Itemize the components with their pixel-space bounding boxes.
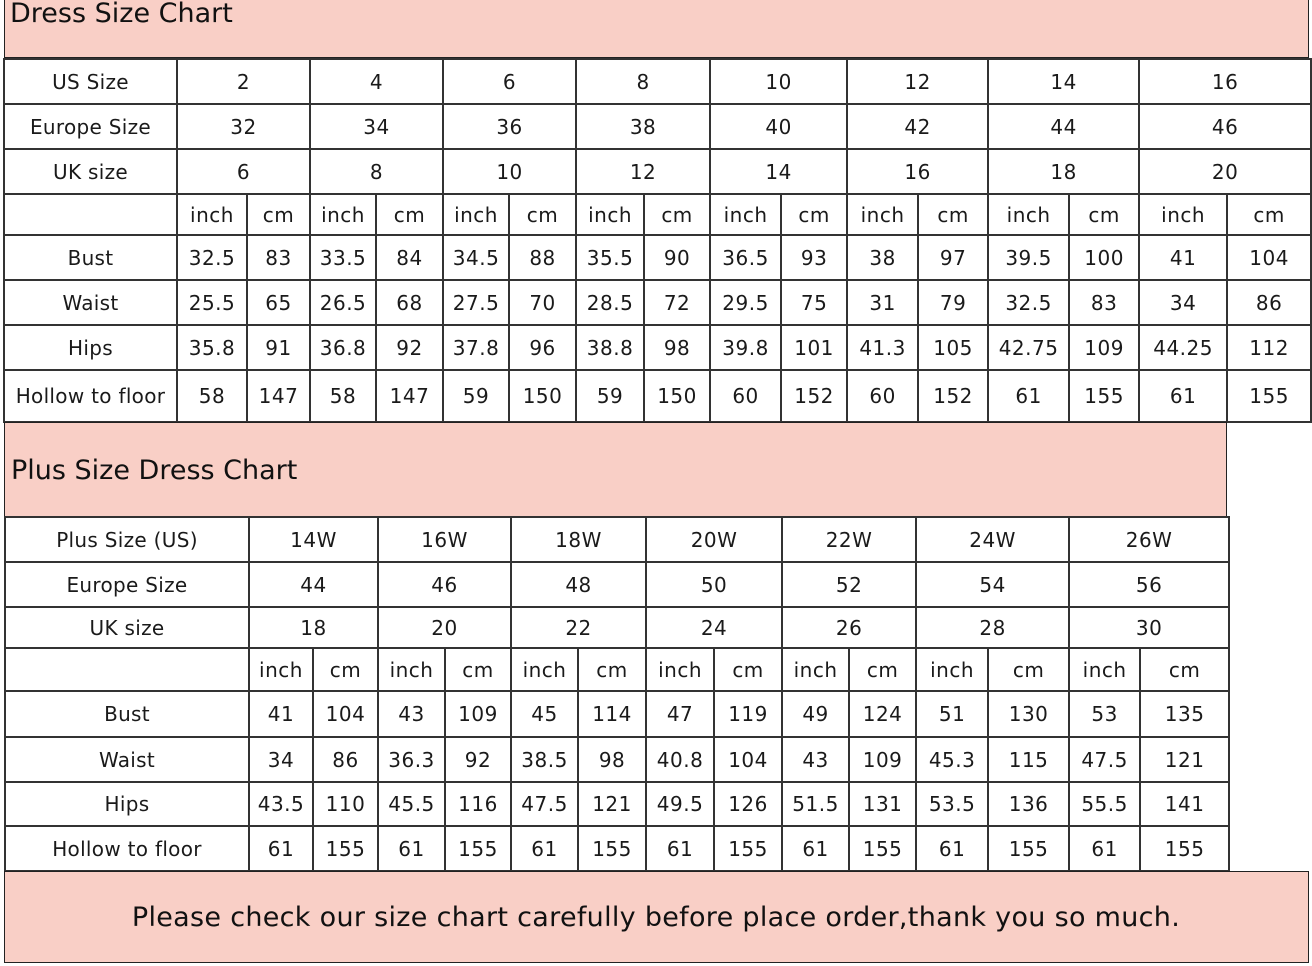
- plus-measurement-value: 121: [578, 782, 646, 826]
- dress-measurement-value: 83: [247, 235, 310, 280]
- dress-measurement-value: 32.5: [177, 235, 247, 280]
- dress-measurement-value: 41: [1139, 235, 1227, 280]
- dress-us-size-cell: 2: [177, 59, 310, 104]
- plus-measurement-value: 53.5: [916, 782, 988, 826]
- plus-measurement-value: 47.5: [1069, 737, 1140, 782]
- dress-europe-size-row: [4, 104, 1311, 149]
- dress-hips-row: [4, 325, 1311, 370]
- plus-measurement-value: 104: [714, 737, 782, 782]
- plus-measurement-value: 55.5: [1069, 782, 1140, 826]
- plus-europe-size-cell: 54: [916, 562, 1069, 607]
- plus-waist-row: [5, 737, 1229, 782]
- dress-measurement-value: 39.5: [988, 235, 1069, 280]
- dress-measurement-value: 34.5: [443, 235, 509, 280]
- plus-uk-size-row: [5, 607, 1229, 648]
- plus-europe-size-label: Europe Size: [5, 562, 249, 607]
- dress-unit-cm-cell: cm: [781, 194, 847, 235]
- plus-measurement-value: 61: [249, 826, 313, 871]
- plus-measurement-value: 45.5: [378, 782, 445, 826]
- footer-note: Please check our size chart carefully before place order,thank you so much.: [131, 902, 1181, 933]
- dress-measurement-value: 83: [1069, 280, 1139, 325]
- plus-measurement-value: 114: [578, 691, 646, 737]
- dress-measurement-value: 31: [847, 280, 918, 325]
- plus-measurement-value: 126: [714, 782, 782, 826]
- plus-uk-size-cell: 22: [511, 607, 646, 648]
- dress-us-size-cell: 6: [443, 59, 576, 104]
- plus-us-size-cell: 14W: [249, 517, 378, 562]
- plus-us-size-cell: 16W: [378, 517, 511, 562]
- dress-us-size-cell: 16: [1139, 59, 1311, 104]
- dress-measurement-value: 96: [509, 325, 576, 370]
- dress-size-table: [3, 58, 1312, 423]
- dress-measurement-value: 59: [443, 370, 509, 422]
- dress-measurement-value: 38.8: [576, 325, 644, 370]
- dress-unit-cm-cell: cm: [376, 194, 443, 235]
- dress-measurement-value: 88: [509, 235, 576, 280]
- dress-unit-row: [4, 194, 1311, 235]
- dress-europe-size-cell: 34: [310, 104, 443, 149]
- dress-europe-size-cell: 44: [988, 104, 1139, 149]
- dress-measurement-value: 147: [247, 370, 310, 422]
- plus-measurement-value: 155: [1140, 826, 1229, 871]
- dress-europe-size-cell: 38: [576, 104, 710, 149]
- plus-measurement-value: 47.5: [511, 782, 578, 826]
- plus-unit-row-blank: [5, 648, 249, 691]
- dress-measurement-value: 59: [576, 370, 644, 422]
- dress-europe-size-cell: 40: [710, 104, 847, 149]
- plus-us-size-row: [5, 517, 1229, 562]
- plus-measurement-value: 116: [445, 782, 511, 826]
- dress-uk-size-cell: 16: [847, 149, 988, 194]
- plus-measurement-value: 135: [1140, 691, 1229, 737]
- dress-uk-size-cell: 10: [443, 149, 576, 194]
- dress-unit-inch-cell: inch: [443, 194, 509, 235]
- dress-measurement-value: 112: [1227, 325, 1311, 370]
- plus-measurement-value: 53: [1069, 691, 1140, 737]
- plus-measurement-value: 61: [646, 826, 714, 871]
- plus-us-size-cell: 24W: [916, 517, 1069, 562]
- dress-unit-inch-cell: inch: [1139, 194, 1227, 235]
- dress-measurement-value: 39.8: [710, 325, 781, 370]
- plus-measurement-value: 155: [988, 826, 1069, 871]
- dress-measurement-value: 32.5: [988, 280, 1069, 325]
- plus-europe-size-cell: 52: [782, 562, 916, 607]
- plus-measurement-value: 51: [916, 691, 988, 737]
- dress-measurement-value: 91: [247, 325, 310, 370]
- plus-unit-inch-cell: inch: [511, 648, 578, 691]
- plus-uk-size-cell: 20: [378, 607, 511, 648]
- plus-measurement-value: 92: [445, 737, 511, 782]
- plus-measurement-value: 141: [1140, 782, 1229, 826]
- dress-measurement-value: 36.8: [310, 325, 376, 370]
- plus-measurement-value: 34: [249, 737, 313, 782]
- plus-measurement-value: 61: [511, 826, 578, 871]
- dress-us-size-cell: 10: [710, 59, 847, 104]
- plus-measurement-value: 41: [249, 691, 313, 737]
- dress-us-size-row: [4, 59, 1311, 104]
- plus-measurement-value: 61: [782, 826, 849, 871]
- plus-measurement-value: 155: [313, 826, 378, 871]
- dress-measurement-value: 60: [710, 370, 781, 422]
- plus-measurement-value: 61: [916, 826, 988, 871]
- plus-unit-cm-cell: cm: [714, 648, 782, 691]
- dress-measurement-label: Bust: [4, 235, 177, 280]
- dress-uk-size-cell: 6: [177, 149, 310, 194]
- dress-waist-row: [4, 280, 1311, 325]
- dress-unit-cm-cell: cm: [918, 194, 988, 235]
- dress-measurement-value: 28.5: [576, 280, 644, 325]
- dress-measurement-value: 60: [847, 370, 918, 422]
- plus-measurement-value: 43: [782, 737, 849, 782]
- plus-measurement-value: 109: [849, 737, 916, 782]
- dress-measurement-value: 75: [781, 280, 847, 325]
- dress-europe-size-cell: 42: [847, 104, 988, 149]
- dress-measurement-value: 68: [376, 280, 443, 325]
- dress-measurement-value: 61: [988, 370, 1069, 422]
- plus-us-size-cell: 22W: [782, 517, 916, 562]
- dress-measurement-value: 44.25: [1139, 325, 1227, 370]
- dress-us-size-cell: 8: [576, 59, 710, 104]
- dress-measurement-value: 150: [509, 370, 576, 422]
- plus-measurement-value: 45: [511, 691, 578, 737]
- plus-measurement-value: 130: [988, 691, 1069, 737]
- dress-measurement-label: Hips: [4, 325, 177, 370]
- plus-measurement-label: Hollow to floor: [5, 826, 249, 871]
- plus-measurement-value: 155: [578, 826, 646, 871]
- dress-measurement-value: 35.5: [576, 235, 644, 280]
- plus-unit-inch-cell: inch: [782, 648, 849, 691]
- plus-hips-row: [5, 782, 1229, 826]
- dress-measurement-value: 92: [376, 325, 443, 370]
- dress-europe-size-cell: 46: [1139, 104, 1311, 149]
- dress-unit-inch-cell: inch: [847, 194, 918, 235]
- plus-measurement-value: 155: [849, 826, 916, 871]
- plus-measurement-value: 155: [445, 826, 511, 871]
- plus-us-size-label: Plus Size (US): [5, 517, 249, 562]
- plus-us-size-cell: 18W: [511, 517, 646, 562]
- dress-bust-row: [4, 235, 1311, 280]
- plus-unit-cm-cell: cm: [849, 648, 916, 691]
- plus-bust-row: [5, 691, 1229, 737]
- dress-uk-size-cell: 18: [988, 149, 1139, 194]
- plus-unit-cm-cell: cm: [1140, 648, 1229, 691]
- dress-measurement-value: 93: [781, 235, 847, 280]
- plus-chart-title: Plus Size Dress Chart: [11, 455, 298, 486]
- dress-measurement-value: 34: [1139, 280, 1227, 325]
- dress-measurement-value: 25.5: [177, 280, 247, 325]
- plus-uk-size-cell: 26: [782, 607, 916, 648]
- plus-uk-size-label: UK size: [5, 607, 249, 648]
- dress-measurement-value: 35.8: [177, 325, 247, 370]
- dress-measurement-value: 86: [1227, 280, 1311, 325]
- plus-europe-size-cell: 56: [1069, 562, 1229, 607]
- plus-unit-inch-cell: inch: [249, 648, 313, 691]
- dress-measurement-value: 104: [1227, 235, 1311, 280]
- plus-europe-size-cell: 50: [646, 562, 782, 607]
- dress-measurement-value: 26.5: [310, 280, 376, 325]
- dress-measurement-value: 84: [376, 235, 443, 280]
- dress-measurement-value: 37.8: [443, 325, 509, 370]
- dress-measurement-label: Hollow to floor: [4, 370, 177, 422]
- dress-europe-size-cell: 32: [177, 104, 310, 149]
- plus-europe-size-row: [5, 562, 1229, 607]
- plus-uk-size-cell: 18: [249, 607, 378, 648]
- plus-measurement-value: 47: [646, 691, 714, 737]
- plus-measurement-value: 115: [988, 737, 1069, 782]
- dress-uk-size-cell: 14: [710, 149, 847, 194]
- plus-uk-size-cell: 30: [1069, 607, 1229, 648]
- dress-measurement-value: 58: [177, 370, 247, 422]
- dress-uk-size-row: [4, 149, 1311, 194]
- plus-measurement-value: 61: [1069, 826, 1140, 871]
- dress-unit-inch-cell: inch: [177, 194, 247, 235]
- plus-measurement-value: 104: [313, 691, 378, 737]
- plus-unit-inch-cell: inch: [646, 648, 714, 691]
- dress-measurement-value: 155: [1227, 370, 1311, 422]
- plus-measurement-value: 110: [313, 782, 378, 826]
- dress-unit-cm-cell: cm: [1069, 194, 1139, 235]
- dress-unit-inch-cell: inch: [710, 194, 781, 235]
- dress-measurement-value: 155: [1069, 370, 1139, 422]
- dress-unit-cm-cell: cm: [1227, 194, 1311, 235]
- dress-measurement-value: 65: [247, 280, 310, 325]
- plus-measurement-value: 51.5: [782, 782, 849, 826]
- plus-measurement-value: 86: [313, 737, 378, 782]
- plus-measurement-value: 45.3: [916, 737, 988, 782]
- dress-measurement-value: 38: [847, 235, 918, 280]
- plus-measurement-label: Hips: [5, 782, 249, 826]
- plus-measurement-value: 136: [988, 782, 1069, 826]
- dress-uk-size-cell: 8: [310, 149, 443, 194]
- dress-us-size-cell: 4: [310, 59, 443, 104]
- plus-unit-cm-cell: cm: [578, 648, 646, 691]
- dress-measurement-value: 90: [644, 235, 710, 280]
- dress-europe-size-cell: 36: [443, 104, 576, 149]
- plus-measurement-value: 109: [445, 691, 511, 737]
- plus-hollow-to-floor-row: [5, 826, 1229, 871]
- plus-measurement-value: 36.3: [378, 737, 445, 782]
- plus-measurement-label: Waist: [5, 737, 249, 782]
- dress-measurement-value: 36.5: [710, 235, 781, 280]
- plus-measurement-value: 131: [849, 782, 916, 826]
- dress-measurement-value: 100: [1069, 235, 1139, 280]
- plus-unit-cm-cell: cm: [445, 648, 511, 691]
- plus-measurement-value: 38.5: [511, 737, 578, 782]
- plus-europe-size-cell: 48: [511, 562, 646, 607]
- dress-unit-cm-cell: cm: [644, 194, 710, 235]
- dress-measurement-value: 41.3: [847, 325, 918, 370]
- plus-unit-inch-cell: inch: [1069, 648, 1140, 691]
- plus-uk-size-cell: 28: [916, 607, 1069, 648]
- dress-measurement-value: 29.5: [710, 280, 781, 325]
- dress-us-size-cell: 14: [988, 59, 1139, 104]
- plus-measurement-label: Bust: [5, 691, 249, 737]
- plus-unit-cm-cell: cm: [313, 648, 378, 691]
- dress-measurement-value: 61: [1139, 370, 1227, 422]
- unit-row-blank: [4, 194, 177, 235]
- plus-measurement-value: 124: [849, 691, 916, 737]
- plus-unit-inch-cell: inch: [378, 648, 445, 691]
- plus-us-size-cell: 26W: [1069, 517, 1229, 562]
- dress-measurement-label: Waist: [4, 280, 177, 325]
- dress-measurement-value: 152: [781, 370, 847, 422]
- dress-measurement-value: 72: [644, 280, 710, 325]
- plus-size-table: [4, 516, 1230, 872]
- plus-measurement-value: 61: [378, 826, 445, 871]
- dress-uk-size-cell: 20: [1139, 149, 1311, 194]
- plus-europe-size-cell: 44: [249, 562, 378, 607]
- dress-measurement-value: 152: [918, 370, 988, 422]
- dress-measurement-value: 33.5: [310, 235, 376, 280]
- dress-measurement-value: 70: [509, 280, 576, 325]
- dress-measurement-value: 79: [918, 280, 988, 325]
- dress-unit-cm-cell: cm: [509, 194, 576, 235]
- dress-hollow-to-floor-row: [4, 370, 1311, 422]
- dress-measurement-value: 98: [644, 325, 710, 370]
- dress-unit-inch-cell: inch: [988, 194, 1069, 235]
- plus-measurement-value: 155: [714, 826, 782, 871]
- dress-measurement-value: 58: [310, 370, 376, 422]
- dress-uk-size-cell: 12: [576, 149, 710, 194]
- dress-measurement-value: 147: [376, 370, 443, 422]
- europe-size-label: Europe Size: [4, 104, 177, 149]
- plus-measurement-value: 43.5: [249, 782, 313, 826]
- dress-unit-inch-cell: inch: [576, 194, 644, 235]
- plus-unit-cm-cell: cm: [988, 648, 1069, 691]
- dress-measurement-value: 97: [918, 235, 988, 280]
- plus-measurement-value: 121: [1140, 737, 1229, 782]
- uk-size-label: UK size: [4, 149, 177, 194]
- dress-measurement-value: 109: [1069, 325, 1139, 370]
- us-size-label: US Size: [4, 59, 177, 104]
- plus-unit-row: [5, 648, 1229, 691]
- plus-europe-size-cell: 46: [378, 562, 511, 607]
- dress-measurement-value: 105: [918, 325, 988, 370]
- plus-measurement-value: 43: [378, 691, 445, 737]
- plus-uk-size-cell: 24: [646, 607, 782, 648]
- plus-measurement-value: 119: [714, 691, 782, 737]
- dress-measurement-value: 27.5: [443, 280, 509, 325]
- plus-us-size-cell: 20W: [646, 517, 782, 562]
- dress-chart-title: Dress Size Chart: [10, 0, 233, 29]
- plus-measurement-value: 98: [578, 737, 646, 782]
- plus-measurement-value: 49.5: [646, 782, 714, 826]
- dress-unit-cm-cell: cm: [247, 194, 310, 235]
- dress-measurement-value: 42.75: [988, 325, 1069, 370]
- dress-measurement-value: 101: [781, 325, 847, 370]
- plus-measurement-value: 49: [782, 691, 849, 737]
- dress-us-size-cell: 12: [847, 59, 988, 104]
- plus-unit-inch-cell: inch: [916, 648, 988, 691]
- dress-unit-inch-cell: inch: [310, 194, 376, 235]
- dress-measurement-value: 150: [644, 370, 710, 422]
- plus-measurement-value: 40.8: [646, 737, 714, 782]
